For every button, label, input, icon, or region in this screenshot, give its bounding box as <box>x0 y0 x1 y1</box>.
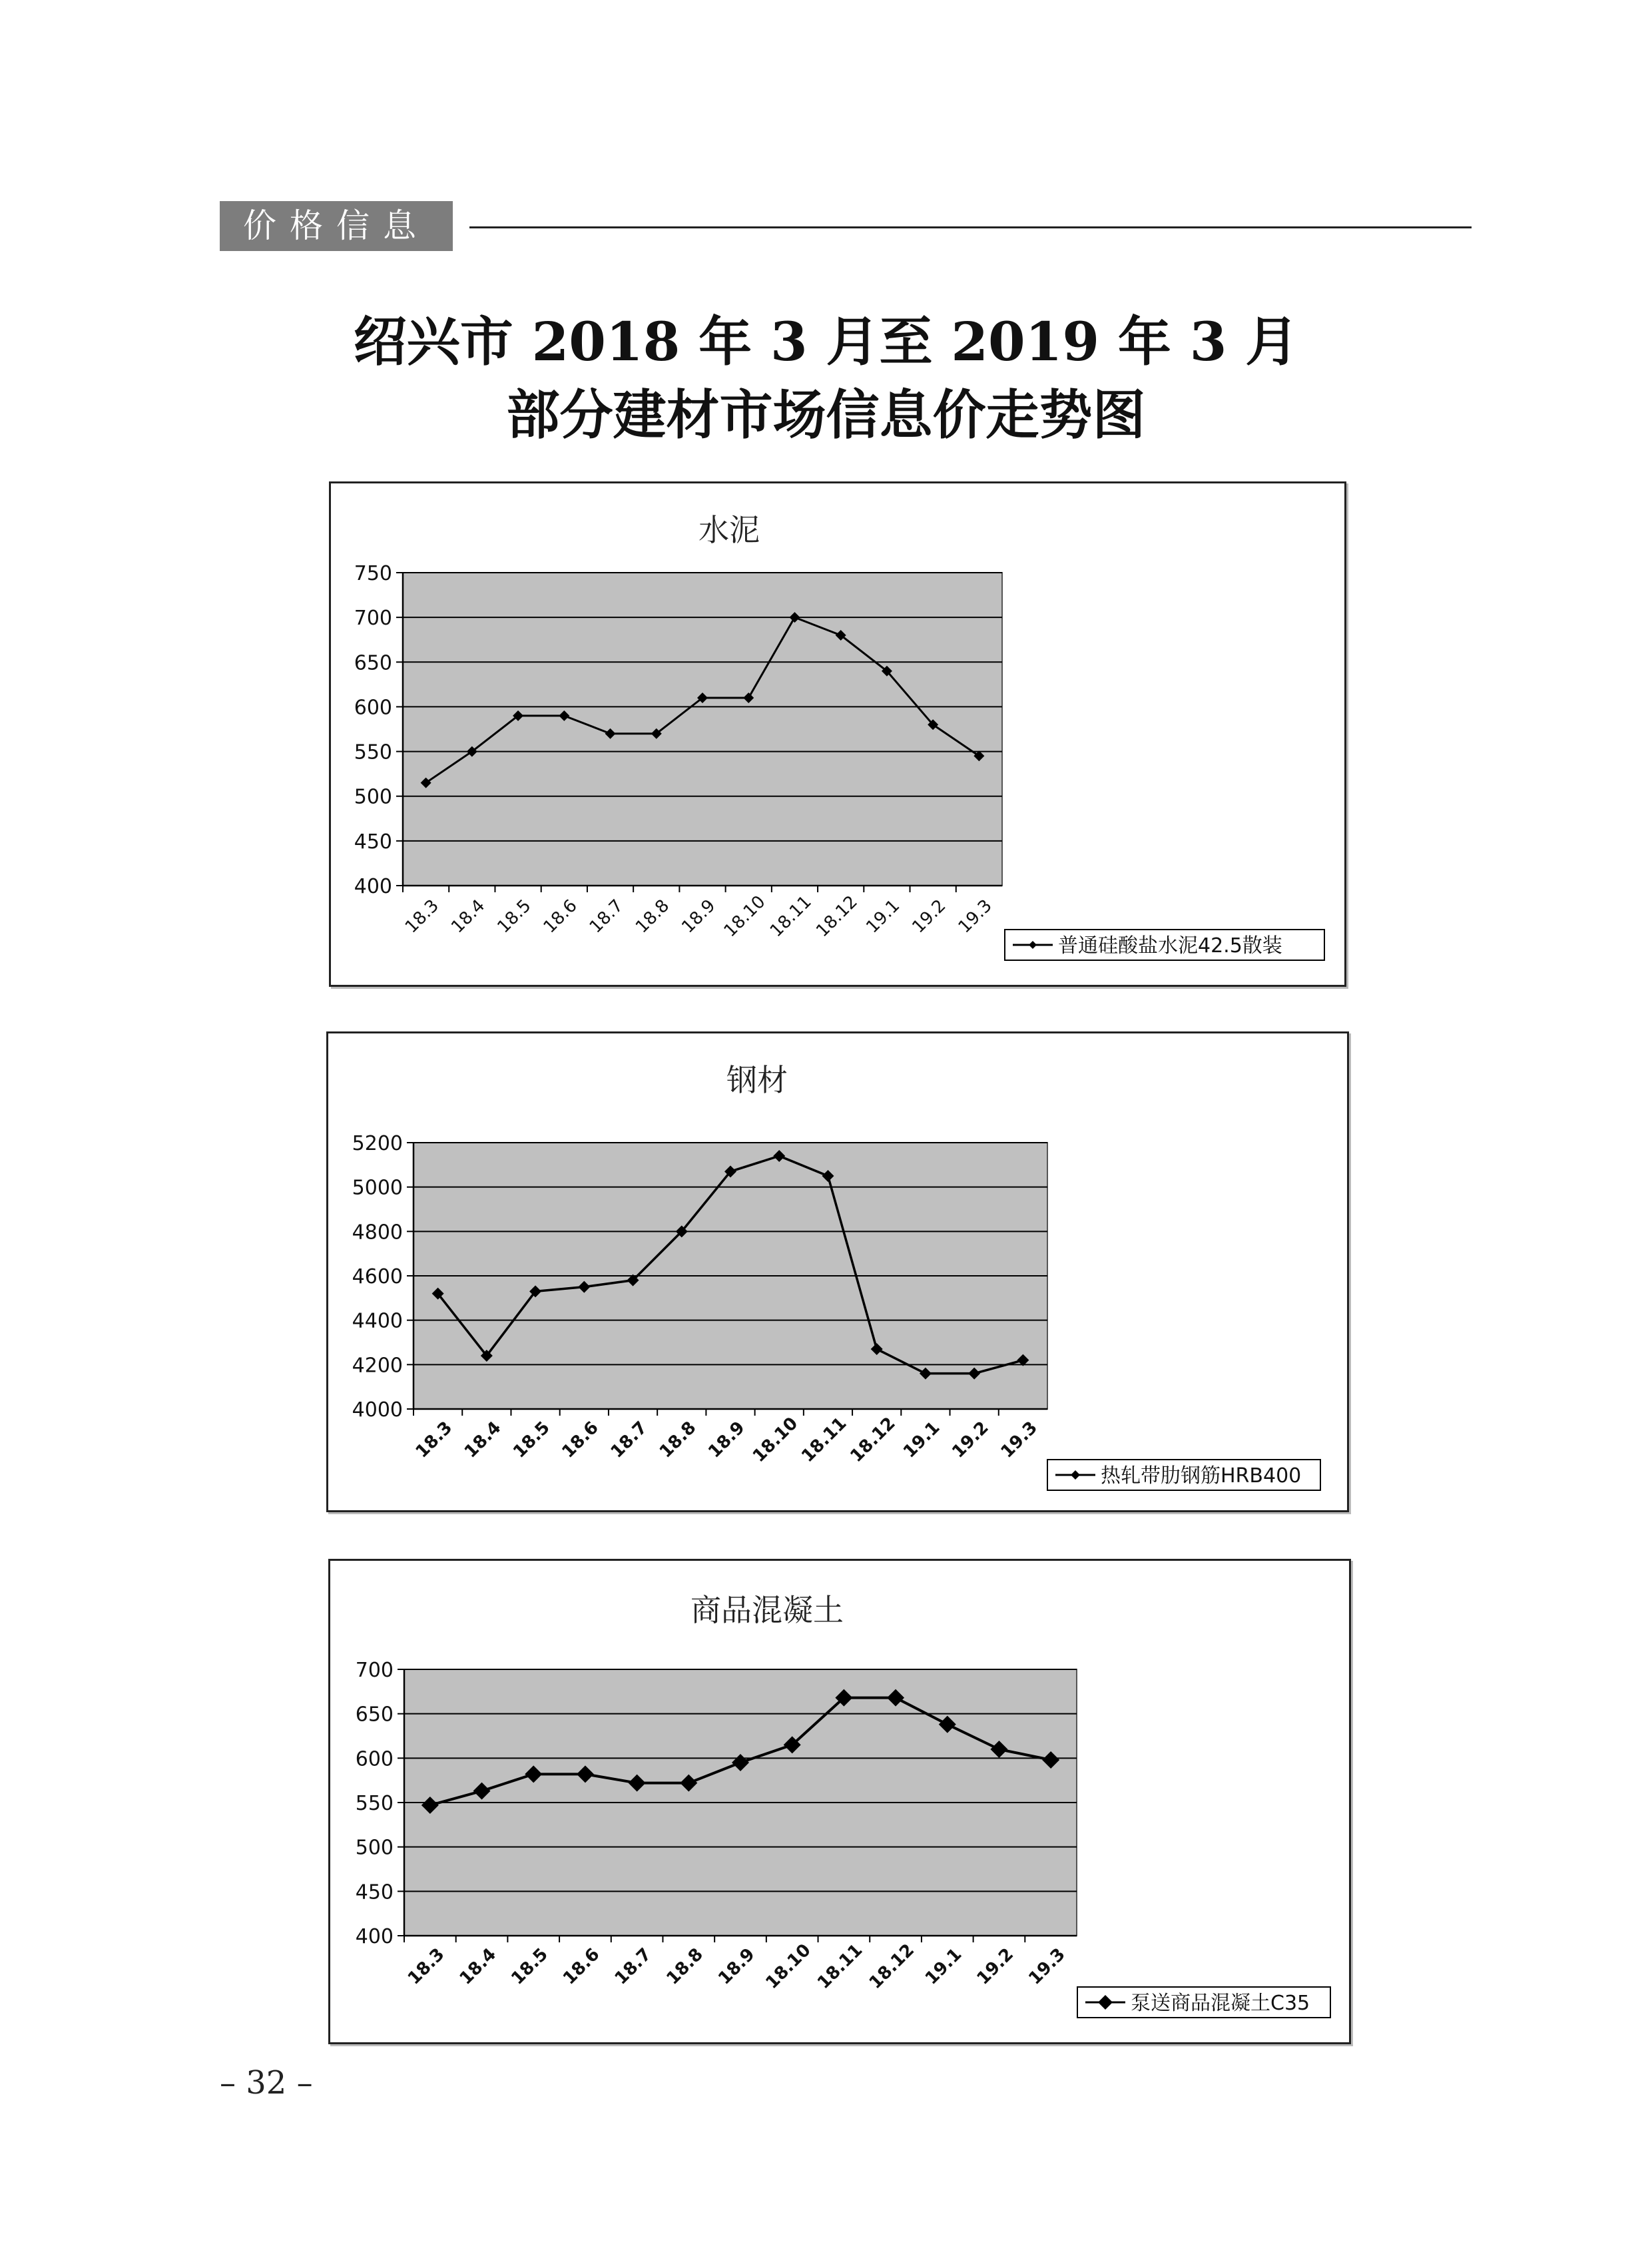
x-tick-label: 18.8 <box>663 1944 707 1989</box>
y-tick-label: 400 <box>354 875 392 898</box>
y-tick-label: 700 <box>355 1659 394 1682</box>
x-tick-label: 18.7 <box>607 1418 652 1462</box>
x-tick-label: 18.5 <box>509 1418 554 1462</box>
y-tick-label: 5200 <box>352 1132 403 1155</box>
x-tick-label: 18.10 <box>748 1413 802 1467</box>
steel-chart <box>326 1031 1349 1512</box>
y-tick-label: 550 <box>355 1792 394 1815</box>
x-tick-label: 18.11 <box>814 1940 867 1994</box>
x-tick-label: 18.7 <box>585 896 627 938</box>
plot-area <box>403 573 1002 886</box>
y-tick-label: 5000 <box>352 1176 403 1200</box>
y-tick-label: 750 <box>354 562 392 585</box>
y-tick-label: 600 <box>355 1747 394 1771</box>
x-tick-label: 18.6 <box>558 1418 603 1462</box>
x-tick-label: 19.3 <box>997 1418 1042 1462</box>
x-tick-label: 19.3 <box>954 896 996 938</box>
y-tick-label: 450 <box>354 830 392 854</box>
y-tick-label: 500 <box>355 1836 394 1860</box>
concrete-chart <box>328 1559 1351 2044</box>
page-number: – 32 – <box>220 2064 313 2102</box>
x-tick-label: 18.3 <box>412 1418 457 1462</box>
y-tick-label: 600 <box>354 696 392 720</box>
y-tick-label: 450 <box>355 1880 394 1904</box>
x-tick-label: 18.12 <box>865 1940 919 1994</box>
x-tick-label: 18.6 <box>539 896 581 938</box>
x-tick-label: 18.3 <box>401 896 443 938</box>
steel-chart-svg <box>328 1033 1347 1510</box>
cement-chart-svg <box>331 483 1344 985</box>
page-title-line1: 绍兴市 2018 年 3 月至 2019 年 3 月 <box>353 310 1299 373</box>
y-tick-label: 400 <box>355 1925 394 1948</box>
concrete-chart-svg <box>330 1561 1349 2042</box>
chart-title: 钢材 <box>726 1062 788 1098</box>
x-tick-label: 19.3 <box>1025 1944 1069 1989</box>
legend-label: 普通硅酸盐水泥42.5散装 <box>1058 934 1282 958</box>
x-tick-label: 18.10 <box>720 892 770 942</box>
y-tick-label: 650 <box>355 1703 394 1727</box>
legend-label: 热轧带肋钢筋HRB400 <box>1101 1464 1302 1488</box>
y-tick-label: 4000 <box>352 1398 403 1422</box>
x-tick-label: 18.12 <box>846 1413 900 1467</box>
y-tick-label: 4200 <box>352 1354 403 1378</box>
x-tick-label: 18.5 <box>493 896 535 938</box>
y-tick-label: 500 <box>354 785 392 809</box>
x-tick-label: 18.4 <box>455 1944 501 1989</box>
x-tick-label: 19.1 <box>862 896 904 938</box>
x-tick-label: 18.9 <box>714 1944 759 1989</box>
x-tick-label: 19.2 <box>948 1418 993 1462</box>
x-tick-label: 19.1 <box>899 1418 944 1462</box>
x-tick-label: 19.2 <box>973 1944 1018 1989</box>
x-tick-label: 18.6 <box>559 1944 604 1989</box>
x-tick-label: 18.12 <box>812 892 862 942</box>
section-tag: 价格信息 <box>220 201 453 251</box>
chart-title: 商品混凝土 <box>690 1592 844 1628</box>
chart-title: 水泥 <box>698 512 760 548</box>
x-tick-label: 18.8 <box>655 1418 700 1462</box>
header-rule <box>469 226 1472 228</box>
x-tick-label: 18.4 <box>447 896 489 938</box>
x-tick-label: 19.1 <box>921 1944 966 1989</box>
x-tick-label: 18.11 <box>766 892 816 942</box>
x-tick-label: 18.8 <box>632 896 674 938</box>
x-tick-label: 18.3 <box>404 1944 449 1989</box>
x-tick-label: 18.7 <box>611 1944 656 1989</box>
x-tick-label: 19.2 <box>908 896 950 938</box>
x-tick-label: 18.9 <box>704 1418 749 1462</box>
x-tick-label: 18.10 <box>762 1940 815 1994</box>
x-tick-label: 18.4 <box>460 1418 505 1462</box>
legend-label: 泵送商品混凝土C35 <box>1131 1992 1310 2015</box>
x-tick-label: 18.5 <box>507 1944 552 1989</box>
y-tick-label: 4800 <box>352 1221 403 1245</box>
y-tick-label: 700 <box>354 607 392 631</box>
x-tick-label: 18.9 <box>678 896 720 938</box>
x-tick-label: 18.11 <box>798 1413 851 1467</box>
y-tick-label: 550 <box>354 740 392 764</box>
y-tick-label: 650 <box>354 651 392 675</box>
y-tick-label: 4600 <box>352 1265 403 1288</box>
cement-chart <box>329 481 1346 987</box>
y-tick-label: 4400 <box>352 1309 403 1333</box>
page-title-line2: 部分建材市场信息价走势图 <box>506 384 1146 446</box>
